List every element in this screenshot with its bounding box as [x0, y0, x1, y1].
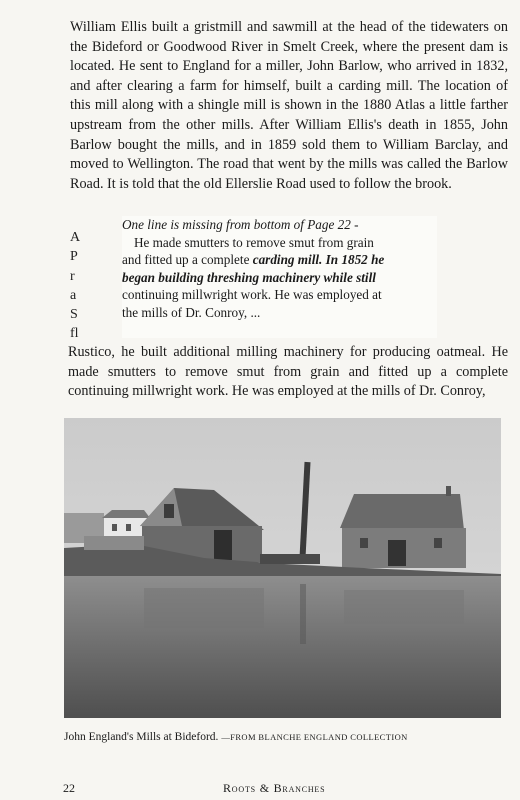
mill-photograph-image	[64, 418, 501, 718]
caption-credit: —FROM BLANCHE ENGLAND COLLECTION	[221, 732, 408, 742]
patch-line-2	[122, 251, 437, 269]
figure-caption	[64, 730, 504, 744]
body-paragraph-2: Rustico, he built additional milling machinery for producing oatmeal. He made smutters to remove smut from grain and fitted up a complete continuing millwright work. He was employed at the mills of Dr. Conroy,	[68, 344, 508, 400]
patch-line-2-emphasis: carding mill. In 1852 he	[252, 252, 385, 268]
line-stub: fl	[70, 326, 79, 342]
body-paragraph-1: William Ellis built a gristmill and sawmill at the head of the tidewaters on the Bideford or Goodwood River in Smelt Creek, where the present dam is located. He sent to England for a miller, John Barlow, who arrived in 1832, and after clearing a farm for himself, built a carding mill. The location of this mill along with a shingle mill is shown in the 1880 Atlas a little farther upstream from the other mills. After William Ellis's death in 1855, John Barlow bought the mills, and in 1859 sold them to William Barclay, and moved to Wellington. The road that went by the mills was called the Barlow Road. It is told that the old Ellerslie Road used to follow the brook.	[70, 19, 508, 192]
line-stub: P	[70, 249, 78, 265]
patch-note: One line is missing from bottom of Page 22 -	[122, 217, 359, 232]
page-number: 22	[63, 781, 75, 795]
patch-line-4: continuing millwright work. He was employed at	[122, 287, 382, 303]
correction-patch	[122, 216, 437, 338]
patch-line-2-plain: and fitted up a complete	[122, 252, 253, 268]
patch-line-3: began building threshing machinery while still	[122, 269, 376, 285]
obscured-line-stubs	[70, 228, 84, 344]
patch-line-1: He made smutters to remove smut from grain	[134, 234, 374, 250]
patch-line-5: the mills of Dr. Conroy, ...	[122, 304, 261, 320]
line-stub: a	[70, 287, 77, 303]
line-stub: r	[70, 268, 75, 284]
mill-photograph	[64, 418, 501, 718]
caption-text: John England's Mills at Bideford.	[64, 731, 219, 743]
line-stub: A	[70, 230, 81, 245]
line-stub: S	[70, 307, 78, 323]
running-title: Roots & Branches	[223, 781, 326, 795]
